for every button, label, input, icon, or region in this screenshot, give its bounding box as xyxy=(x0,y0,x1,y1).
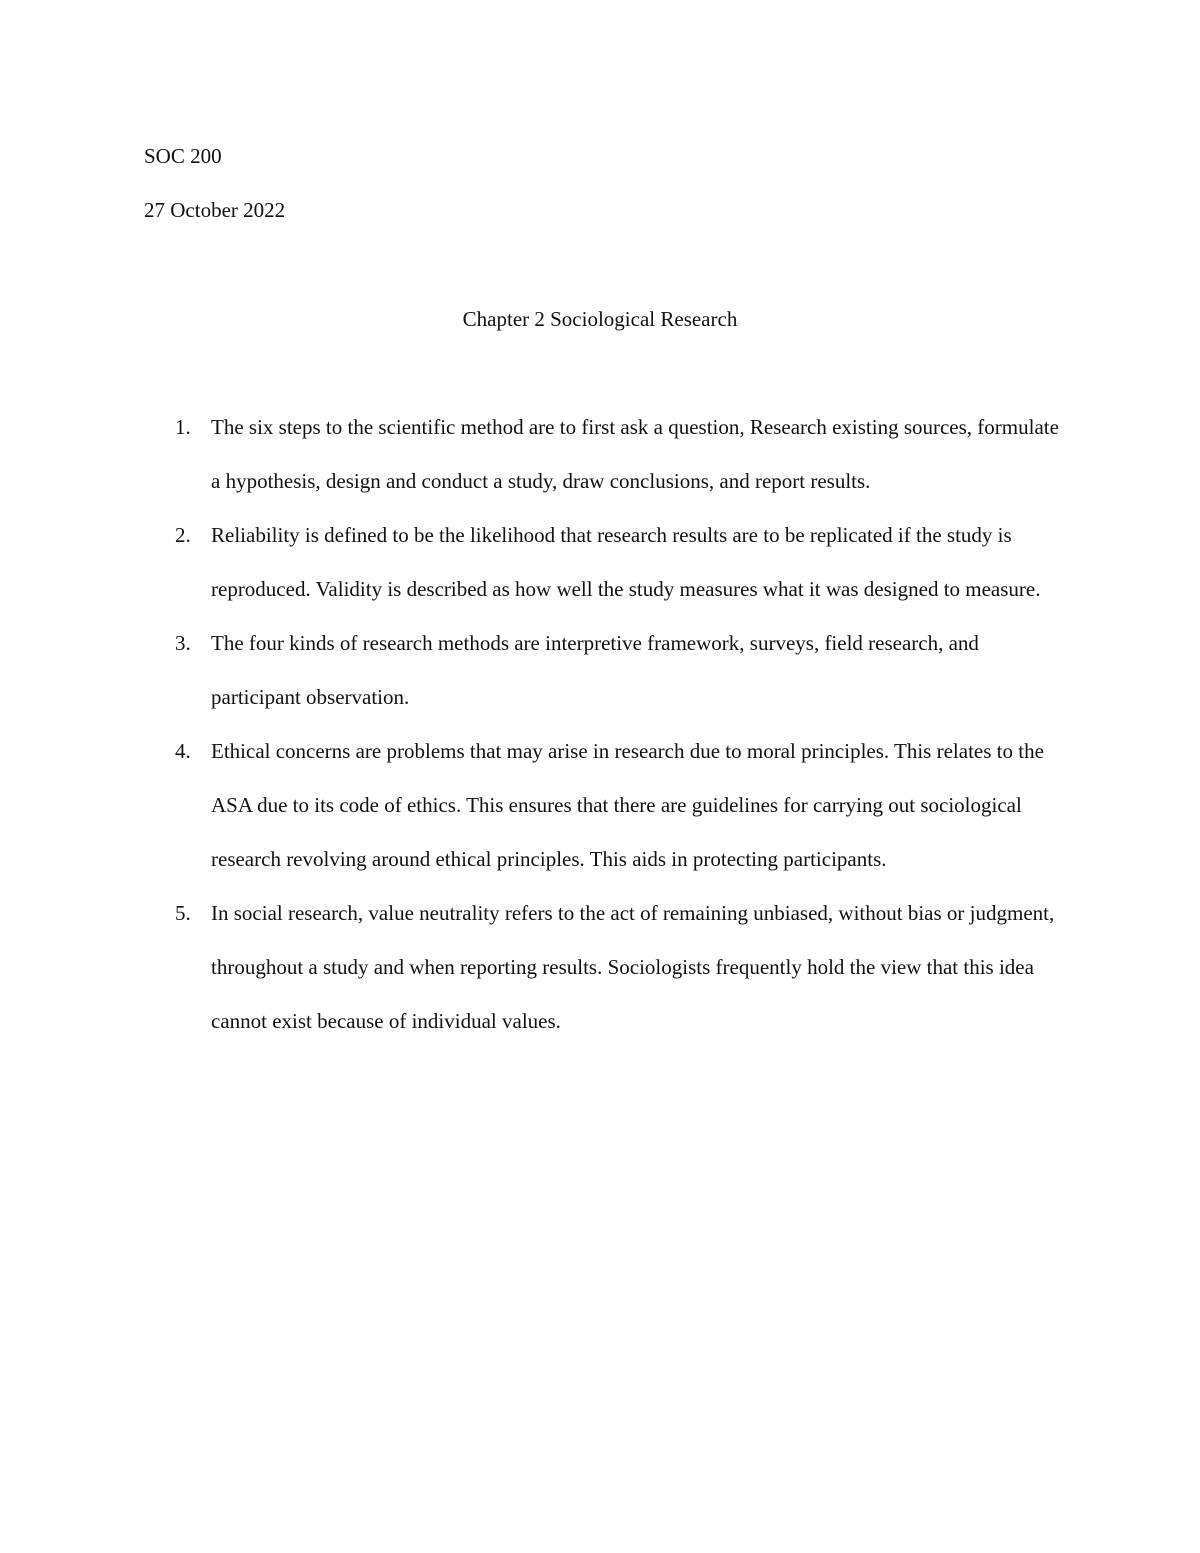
answer-list xyxy=(144,400,1064,1048)
answer-number: 5. xyxy=(175,901,191,925)
answer-text: Reliability is defined to be the likelihood that research results are to be replicated if the study is reproduced. Validity is described as how well the study measures what it was designed to measure. xyxy=(211,523,1041,601)
answer-item xyxy=(144,616,1064,724)
answer-number: 1. xyxy=(175,415,191,439)
answer-number: 3. xyxy=(175,631,191,655)
answer-text: The four kinds of research methods are interpretive framework, surveys, field research, and participant observation. xyxy=(211,631,979,709)
answer-item xyxy=(144,400,1064,508)
document-title: Chapter 2 Sociological Research xyxy=(462,307,738,331)
document-date: 27 October 2022 xyxy=(144,198,286,222)
answer-text: The six steps to the scientific method are to first ask a question, Research existing sources, formulate a hypothesis, design and conduct a study, draw conclusions, and report results. xyxy=(211,415,1059,493)
answer-text: In social research, value neutrality refers to the act of remaining unbiased, without bias or judgment, throughout a study and when reporting results. Sociologists frequently hold the view that this idea cannot exist because of individual values. xyxy=(211,901,1055,1033)
answer-item xyxy=(144,886,1064,1048)
course-code: SOC 200 xyxy=(144,144,222,168)
answer-text: Ethical concerns are problems that may arise in research due to moral principles. This relates to the ASA due to its code of ethics. This ensures that there are guidelines for carrying out sociological research revolving around ethical principles. This aids in protecting participants. xyxy=(211,739,1044,871)
answer-number: 2. xyxy=(175,523,191,547)
answer-item xyxy=(144,508,1064,616)
answer-item xyxy=(144,724,1064,886)
answer-number: 4. xyxy=(175,739,191,763)
